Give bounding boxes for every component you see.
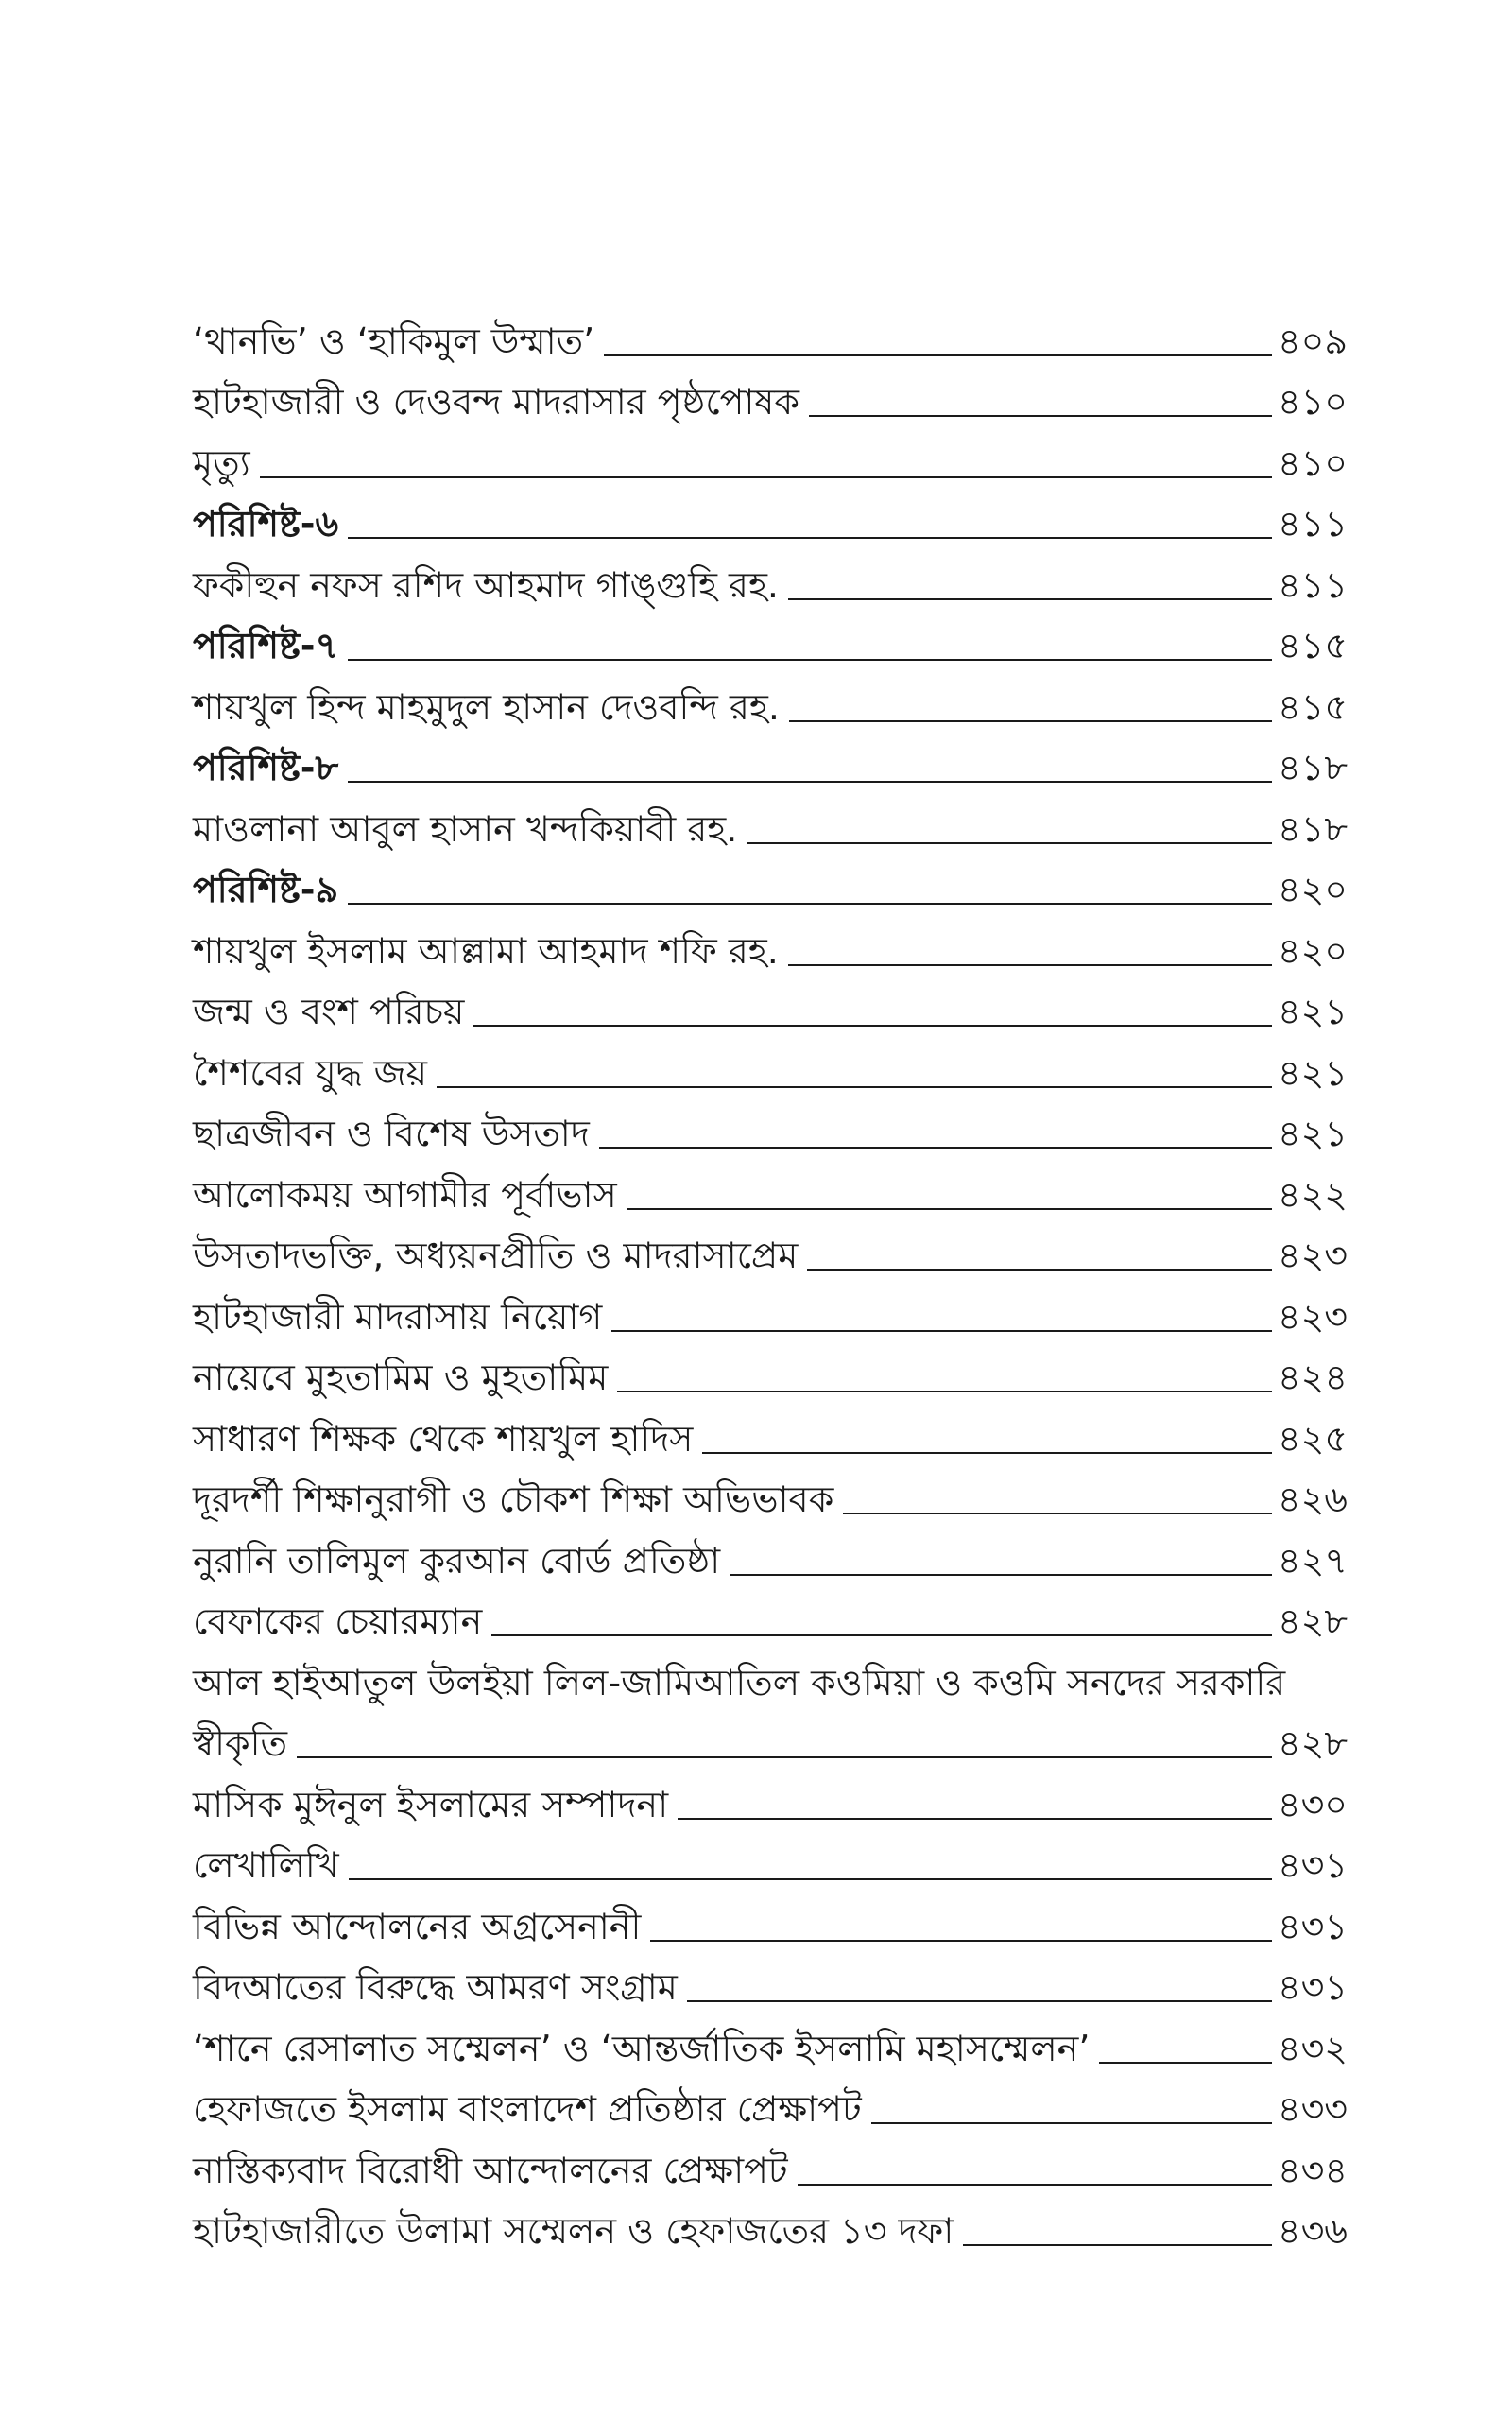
- toc-page-number: ৪২৬: [1277, 1478, 1348, 1521]
- toc-entry-title: দূরদর্শী শিক্ষানুরাগী ও চৌকশ শিক্ষা অভিভাবক: [193, 1478, 834, 1521]
- toc-page-number: ৪২৮: [1277, 1600, 1348, 1643]
- toc-entry-title: ‘শানে রেসালাত সম্মেলন’ ও ‘আন্তর্জাতিক ইসলামি মহাসম্মেলন’: [193, 2027, 1091, 2069]
- toc-entry: [193, 1032, 1348, 1094]
- toc-entry-title: আল হাইআতুল উলইয়া লিল-জামিআতিল কওমিয়া ও কওমি সনদের সরকারি: [193, 1661, 1286, 1703]
- toc-page-number: ৪২২: [1277, 1173, 1348, 1216]
- toc-page-number: ৪৩২: [1277, 2027, 1348, 2069]
- toc-page-number: ৪১৮: [1278, 747, 1348, 789]
- toc-entry: [193, 1582, 1348, 1643]
- toc-page-number: ৪২১: [1277, 1113, 1348, 1155]
- toc-entry: [193, 2008, 1348, 2069]
- toc-entry-title: হাটহাজারী মাদরাসায় নিয়োগ: [193, 1295, 603, 1338]
- toc-leader-line: [747, 842, 1272, 844]
- toc-page-number: ৪১৫: [1278, 685, 1348, 728]
- toc-page-number: ৪৩১: [1277, 1905, 1348, 1947]
- toc-entry-title: বেফাকের চেয়ারম্যান: [193, 1600, 483, 1643]
- toc-leader-line: [473, 1025, 1272, 1027]
- toc-page-number: ৪৩১: [1277, 1844, 1348, 1887]
- toc-leader-line: [963, 2244, 1272, 2246]
- toc-leader-line: [627, 1208, 1272, 1210]
- toc-entry-title: নাস্তিক্যবাদ বিরোধী আন্দোলনের প্রেক্ষাপট: [193, 2149, 788, 2191]
- toc-leader-line: [843, 1512, 1272, 1514]
- toc-entry: [193, 1216, 1348, 1277]
- toc-leader-line: [1099, 2062, 1271, 2064]
- toc-leader-line: [678, 1818, 1272, 1820]
- toc-page-number: ৪২৩: [1277, 1235, 1348, 1277]
- toc-entry: [193, 1764, 1348, 1825]
- toc-entry-title: ‘থানভি’ ও ‘হাকিমুল উম্মাত’: [193, 320, 595, 362]
- toc-leader-line: [348, 537, 1272, 539]
- toc-entry-title: লেখালিখি: [193, 1844, 339, 1887]
- toc-leader-line: [788, 598, 1272, 600]
- toc-page-number: ৪৩৪: [1277, 2149, 1348, 2191]
- toc-entry-title: স্বীকৃতি: [193, 1722, 287, 1765]
- toc-entry: [193, 666, 1348, 728]
- toc-page-number: ৪২৭: [1277, 1539, 1348, 1582]
- toc-page-number: ৪১১: [1278, 503, 1348, 545]
- toc-leader-line: [349, 1878, 1272, 1880]
- toc-leader-line: [702, 1452, 1272, 1454]
- toc-entry: [193, 301, 1348, 362]
- toc-entry-title: জন্ম ও বংশ পরিচয়: [193, 991, 465, 1033]
- toc-entry: [193, 972, 1348, 1033]
- toc-leader-line: [491, 1634, 1272, 1636]
- toc-entry-title: নুরানি তালিমুল কুরআন বোর্ড প্রতিষ্ঠা: [193, 1539, 721, 1582]
- toc-page-number: ৪২১: [1277, 991, 1348, 1033]
- toc-entry: [193, 2191, 1348, 2253]
- toc-leader-line: [297, 1756, 1272, 1758]
- toc-entry: [193, 362, 1348, 424]
- toc-entry-title: পরিশিষ্ট-৭: [193, 625, 339, 667]
- toc-entry-title: শৈশবের যুদ্ধ জয়: [193, 1051, 427, 1094]
- toc-entry: [193, 1642, 1348, 1703]
- toc-entry-title: শায়খুল হিন্দ মাহমুদুল হাসান দেওবন্দি রহ.: [193, 685, 780, 728]
- toc-leader-line: [348, 781, 1272, 783]
- toc-entry-title: বিদআতের বিরুদ্ধে আমরণ সংগ্রাম: [193, 1966, 678, 2009]
- toc-entry-title: উসতাদভক্তি, অধ্যয়নপ্রীতি ও মাদরাসাপ্রেম: [193, 1235, 799, 1277]
- toc-entry: [193, 1094, 1348, 1155]
- toc-page-number: ৪২০: [1277, 929, 1348, 972]
- toc-entry: [193, 1886, 1348, 1947]
- toc-leader-line: [611, 1330, 1272, 1332]
- toc-page-number: ৪১০: [1277, 381, 1348, 424]
- toc-entry: [193, 544, 1348, 606]
- toc-page-number: ৪১০: [1277, 441, 1348, 484]
- toc-leader-line: [798, 2184, 1272, 2186]
- toc-page-number: ৪০৯: [1277, 320, 1348, 362]
- toc-entry-title: হেফাজতে ইসলাম বাংলাদেশ প্রতিষ্ঠার প্রেক্ষাপট: [193, 2088, 862, 2131]
- toc-section-heading: [193, 484, 1348, 545]
- toc-page-number: ৪১৫: [1278, 625, 1348, 667]
- toc-leader-line: [348, 903, 1272, 905]
- toc-entry-title: আলোকময় আগামীর পূর্বাভাস: [193, 1173, 617, 1216]
- toc-leader-line: [789, 720, 1272, 722]
- toc-leader-line: [650, 1940, 1272, 1942]
- toc-entry: [193, 1703, 1348, 1765]
- toc-leader-line: [437, 1086, 1272, 1088]
- toc-page-number: ৪১১: [1278, 563, 1348, 606]
- toc-section-heading: [193, 728, 1348, 789]
- toc-entry-title: নায়েবে মুহতামিম ও মুহতামিম: [193, 1357, 609, 1399]
- toc-page-number: ৪২৪: [1277, 1357, 1348, 1399]
- toc-entry-title: হাটহাজারী ও দেওবন্দ মাদরাসার পৃষ্ঠপোষক: [193, 381, 799, 424]
- toc-entry-title: মৃত্যু: [193, 441, 250, 484]
- toc-page-number: ৪৩১: [1277, 1966, 1348, 2009]
- toc-entry-title: পরিশিষ্ট-৯: [193, 869, 339, 911]
- toc-page-number: ৪২৮: [1277, 1722, 1348, 1765]
- toc-entry: [193, 2130, 1348, 2191]
- toc-entry-title: ছাত্রজীবন ও বিশেষ উসতাদ: [193, 1113, 590, 1155]
- table-of-contents: [193, 301, 1348, 2252]
- toc-leader-line: [807, 1269, 1272, 1270]
- toc-section-heading: [193, 850, 1348, 911]
- toc-leader-line: [599, 1147, 1272, 1149]
- toc-leader-line: [604, 354, 1272, 356]
- toc-entry: [193, 1520, 1348, 1582]
- toc-page-number: ৪২০: [1277, 869, 1348, 911]
- toc-page-number: ৪৩৬: [1277, 2210, 1348, 2253]
- toc-entry: [193, 1825, 1348, 1887]
- toc-page-number: ৪১৮: [1278, 807, 1348, 850]
- toc-leader-line: [809, 415, 1272, 417]
- toc-entry: [193, 910, 1348, 972]
- toc-entry: [193, 788, 1348, 850]
- toc-leader-line: [348, 659, 1272, 661]
- toc-entry-title: হাটহাজারীতে উলামা সম্মেলন ও হেফাজতের ১৩ দফা: [193, 2210, 954, 2253]
- toc-entry: [193, 1338, 1348, 1399]
- toc-entry-title: শায়খুল ইসলাম আল্লামা আহমাদ শফি রহ.: [193, 929, 779, 972]
- toc-leader-line: [788, 964, 1272, 966]
- toc-entry: [193, 423, 1348, 484]
- toc-leader-line: [617, 1391, 1272, 1392]
- toc-entry-title: পরিশিষ্ট-৬: [193, 503, 339, 545]
- toc-entry: [193, 1276, 1348, 1338]
- toc-page-number: ৪২১: [1277, 1051, 1348, 1094]
- toc-entry-title: মাসিক মুঈনুল ইসলামের সম্পাদনা: [193, 1783, 669, 1825]
- toc-page-number: ৪৩০: [1277, 1783, 1348, 1825]
- toc-page-number: ৪৩৩: [1277, 2088, 1348, 2131]
- toc-entry-title: মাওলানা আবুল হাসান খন্দকিয়াবী রহ.: [193, 807, 738, 850]
- toc-entry-title: বিভিন্ন আন্দোলনের অগ্রসেনানী: [193, 1905, 642, 1947]
- toc-leader-line: [730, 1574, 1272, 1576]
- toc-leader-line: [871, 2122, 1272, 2124]
- toc-entry: [193, 1947, 1348, 2009]
- toc-entry-title: ফকীহুন নফস রশিদ আহমাদ গাঙ্গুহি রহ.: [193, 563, 779, 606]
- toc-leader-line: [687, 2000, 1272, 2002]
- toc-entry-title: সাধারণ শিক্ষক থেকে শায়খুল হাদিস: [193, 1417, 694, 1460]
- toc-entry: [193, 1154, 1348, 1216]
- toc-entry: [193, 1460, 1348, 1521]
- toc-entry: [193, 2069, 1348, 2131]
- toc-section-heading: [193, 606, 1348, 667]
- toc-entry-title: পরিশিষ্ট-৮: [193, 747, 339, 789]
- toc-page-number: ৪২৫: [1277, 1417, 1348, 1460]
- toc-page-number: ৪২৩: [1277, 1295, 1348, 1338]
- toc-leader-line: [260, 476, 1272, 478]
- toc-entry: [193, 1398, 1348, 1460]
